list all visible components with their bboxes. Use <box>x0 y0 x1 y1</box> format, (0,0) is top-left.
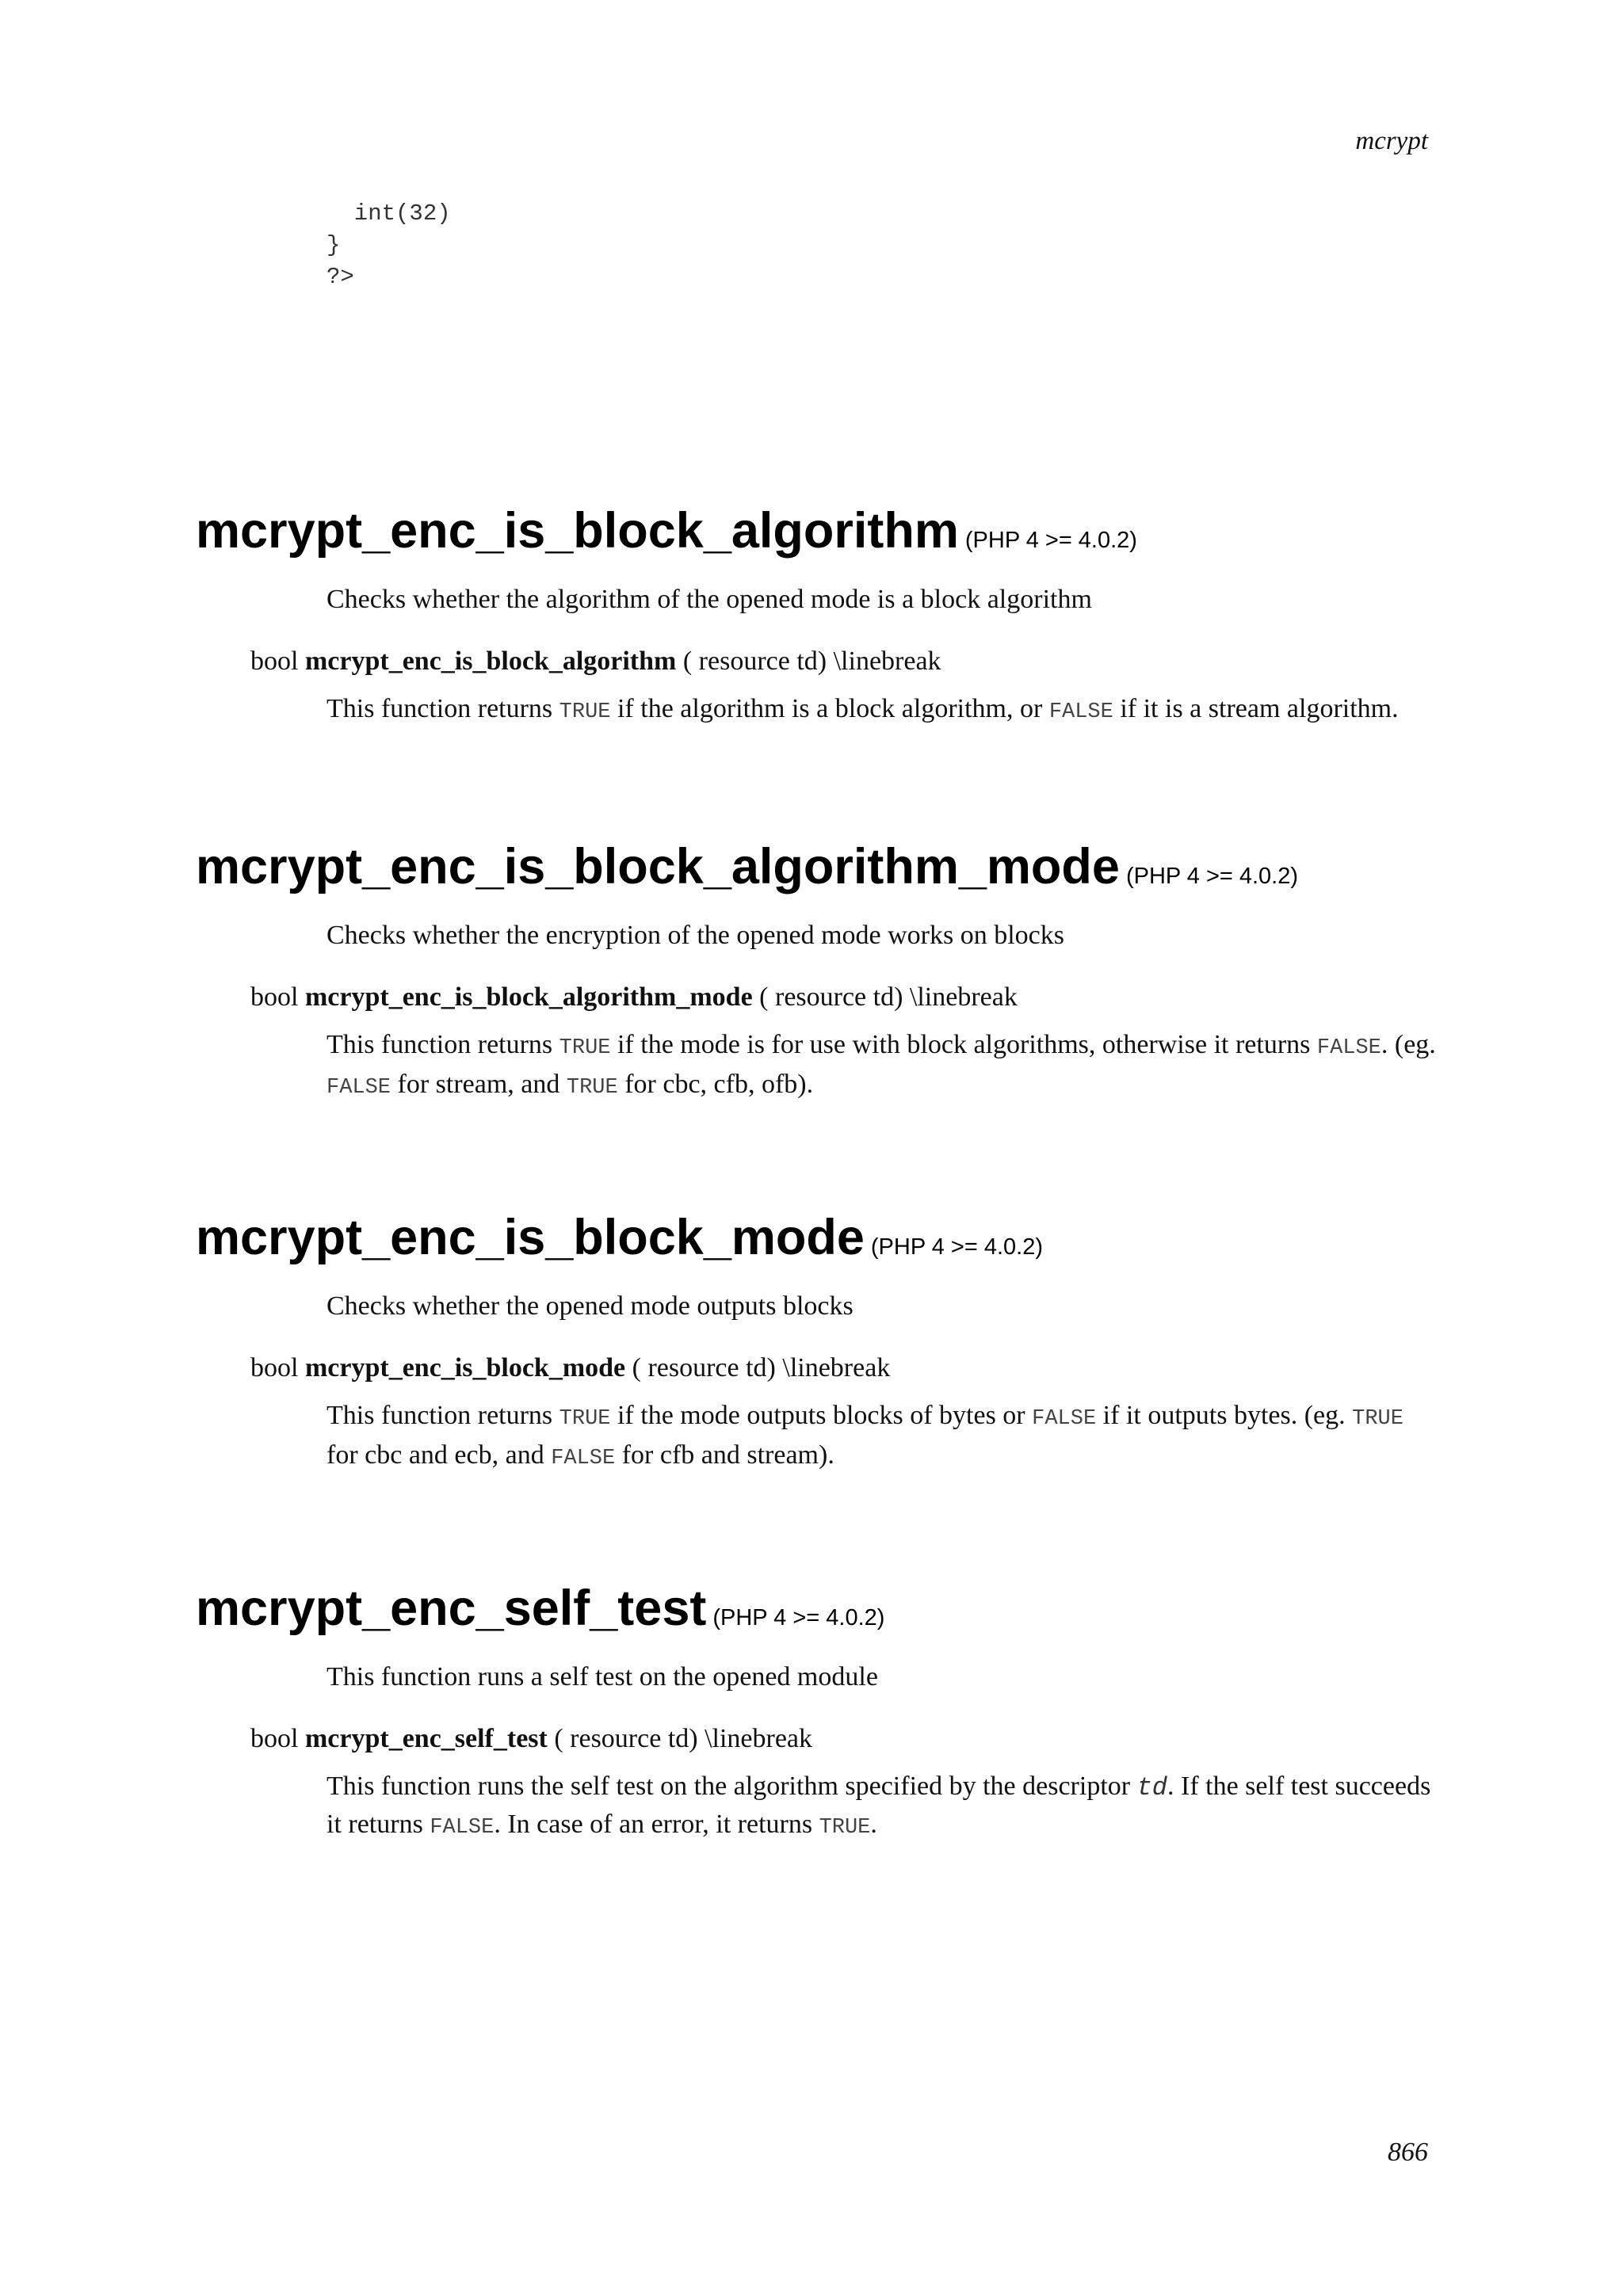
description-text: This function returns <box>327 1401 559 1430</box>
function-purpose: Checks whether the algorithm of the opened mode is a block algorithm <box>327 585 1092 614</box>
synopsis-params: ( resource td) \linebreak <box>682 646 941 676</box>
inline-constant: TRUE <box>819 1816 871 1840</box>
inline-constant: FALSE <box>1048 700 1113 724</box>
running-header-title: mcrypt <box>1355 127 1428 155</box>
description-text: if the mode is for use with block algorithms, otherwise it returns <box>610 1030 1317 1059</box>
inline-constant: FALSE <box>327 1076 391 1100</box>
function-title <box>196 499 1137 572</box>
page-number: 866 <box>1388 2138 1428 2167</box>
function-version: (PHP 4 >= 4.0.2) <box>964 528 1137 553</box>
synopsis-params: ( resource td) \linebreak <box>632 1353 891 1383</box>
function-purpose: This function runs a self test on the opened module <box>327 1662 878 1691</box>
description-text: This function runs the self test on the algorithm specified by the descriptor <box>327 1772 1137 1801</box>
inline-constant: FALSE <box>430 1816 495 1840</box>
description-text: for cbc and ecb, and <box>327 1440 552 1470</box>
function-synopsis <box>250 1350 890 1386</box>
return-type: bool <box>250 1353 299 1383</box>
code-line: } <box>327 232 341 258</box>
function-description <box>327 1027 1436 1106</box>
function-name: mcrypt_enc_is_block_mode <box>196 1210 865 1265</box>
description-text: if it outputs bytes. (eg. <box>1096 1401 1353 1430</box>
synopsis-function-name: mcrypt_enc_is_block_algorithm <box>304 646 677 676</box>
inline-parameter: td <box>1136 1773 1167 1802</box>
function-description <box>327 1768 1436 1846</box>
description-text: . (eg. <box>1381 1030 1436 1059</box>
description-text: if the mode outputs blocks of bytes or <box>610 1401 1033 1430</box>
function-title <box>196 835 1298 908</box>
function-version: (PHP 4 >= 4.0.2) <box>1125 864 1299 889</box>
code-line: ?> <box>327 264 354 290</box>
inline-constant: FALSE <box>1316 1036 1381 1060</box>
function-synopsis <box>250 1721 812 1757</box>
code-line: int(32) <box>327 200 451 227</box>
code-example-tail <box>327 198 451 293</box>
function-title <box>196 1577 884 1650</box>
function-name: mcrypt_enc_is_block_algorithm <box>196 503 959 559</box>
inline-constant: TRUE <box>1352 1407 1403 1431</box>
synopsis-params: ( resource td) \linebreak <box>759 982 1018 1012</box>
synopsis-function-name: mcrypt_enc_self_test <box>304 1724 548 1753</box>
synopsis-params: ( resource td) \linebreak <box>554 1724 813 1753</box>
inline-constant: TRUE <box>559 1407 611 1431</box>
description-text: . If the self test succeeds it returns <box>327 1772 1431 1839</box>
function-description <box>327 1398 1436 1477</box>
inline-constant: TRUE <box>559 1036 611 1060</box>
return-type: bool <box>250 982 299 1012</box>
description-text: This function returns <box>327 1030 559 1059</box>
description-text: for stream, and <box>391 1070 567 1099</box>
function-title <box>196 1206 1043 1279</box>
inline-constant: TRUE <box>566 1076 618 1100</box>
description-text: This function returns <box>327 694 559 723</box>
description-text: . In case of an error, it returns <box>494 1810 819 1839</box>
function-description <box>327 691 1436 730</box>
description-text: . <box>870 1810 877 1839</box>
function-purpose: Checks whether the encryption of the opened mode works on blocks <box>327 921 1064 950</box>
description-text: if the algorithm is a block algorithm, or <box>610 694 1049 723</box>
inline-constant: TRUE <box>559 700 611 724</box>
description-text: for cfb and stream). <box>615 1440 834 1470</box>
function-name: mcrypt_enc_self_test <box>196 1581 707 1636</box>
function-synopsis <box>250 979 1018 1016</box>
return-type: bool <box>250 646 299 676</box>
function-version: (PHP 4 >= 4.0.2) <box>712 1605 885 1630</box>
function-name: mcrypt_enc_is_block_algorithm_mode <box>196 839 1120 894</box>
return-type: bool <box>250 1724 299 1753</box>
description-text: for cbc, cfb, ofb). <box>617 1070 814 1099</box>
function-synopsis <box>250 643 941 680</box>
synopsis-function-name: mcrypt_enc_is_block_algorithm_mode <box>304 982 753 1012</box>
synopsis-function-name: mcrypt_enc_is_block_mode <box>304 1353 626 1383</box>
description-text: if it is a stream algorithm. <box>1113 694 1399 723</box>
inline-constant: FALSE <box>1032 1407 1097 1431</box>
function-version: (PHP 4 >= 4.0.2) <box>870 1234 1043 1260</box>
inline-constant: FALSE <box>551 1447 616 1470</box>
function-purpose: Checks whether the opened mode outputs blocks <box>327 1291 854 1321</box>
